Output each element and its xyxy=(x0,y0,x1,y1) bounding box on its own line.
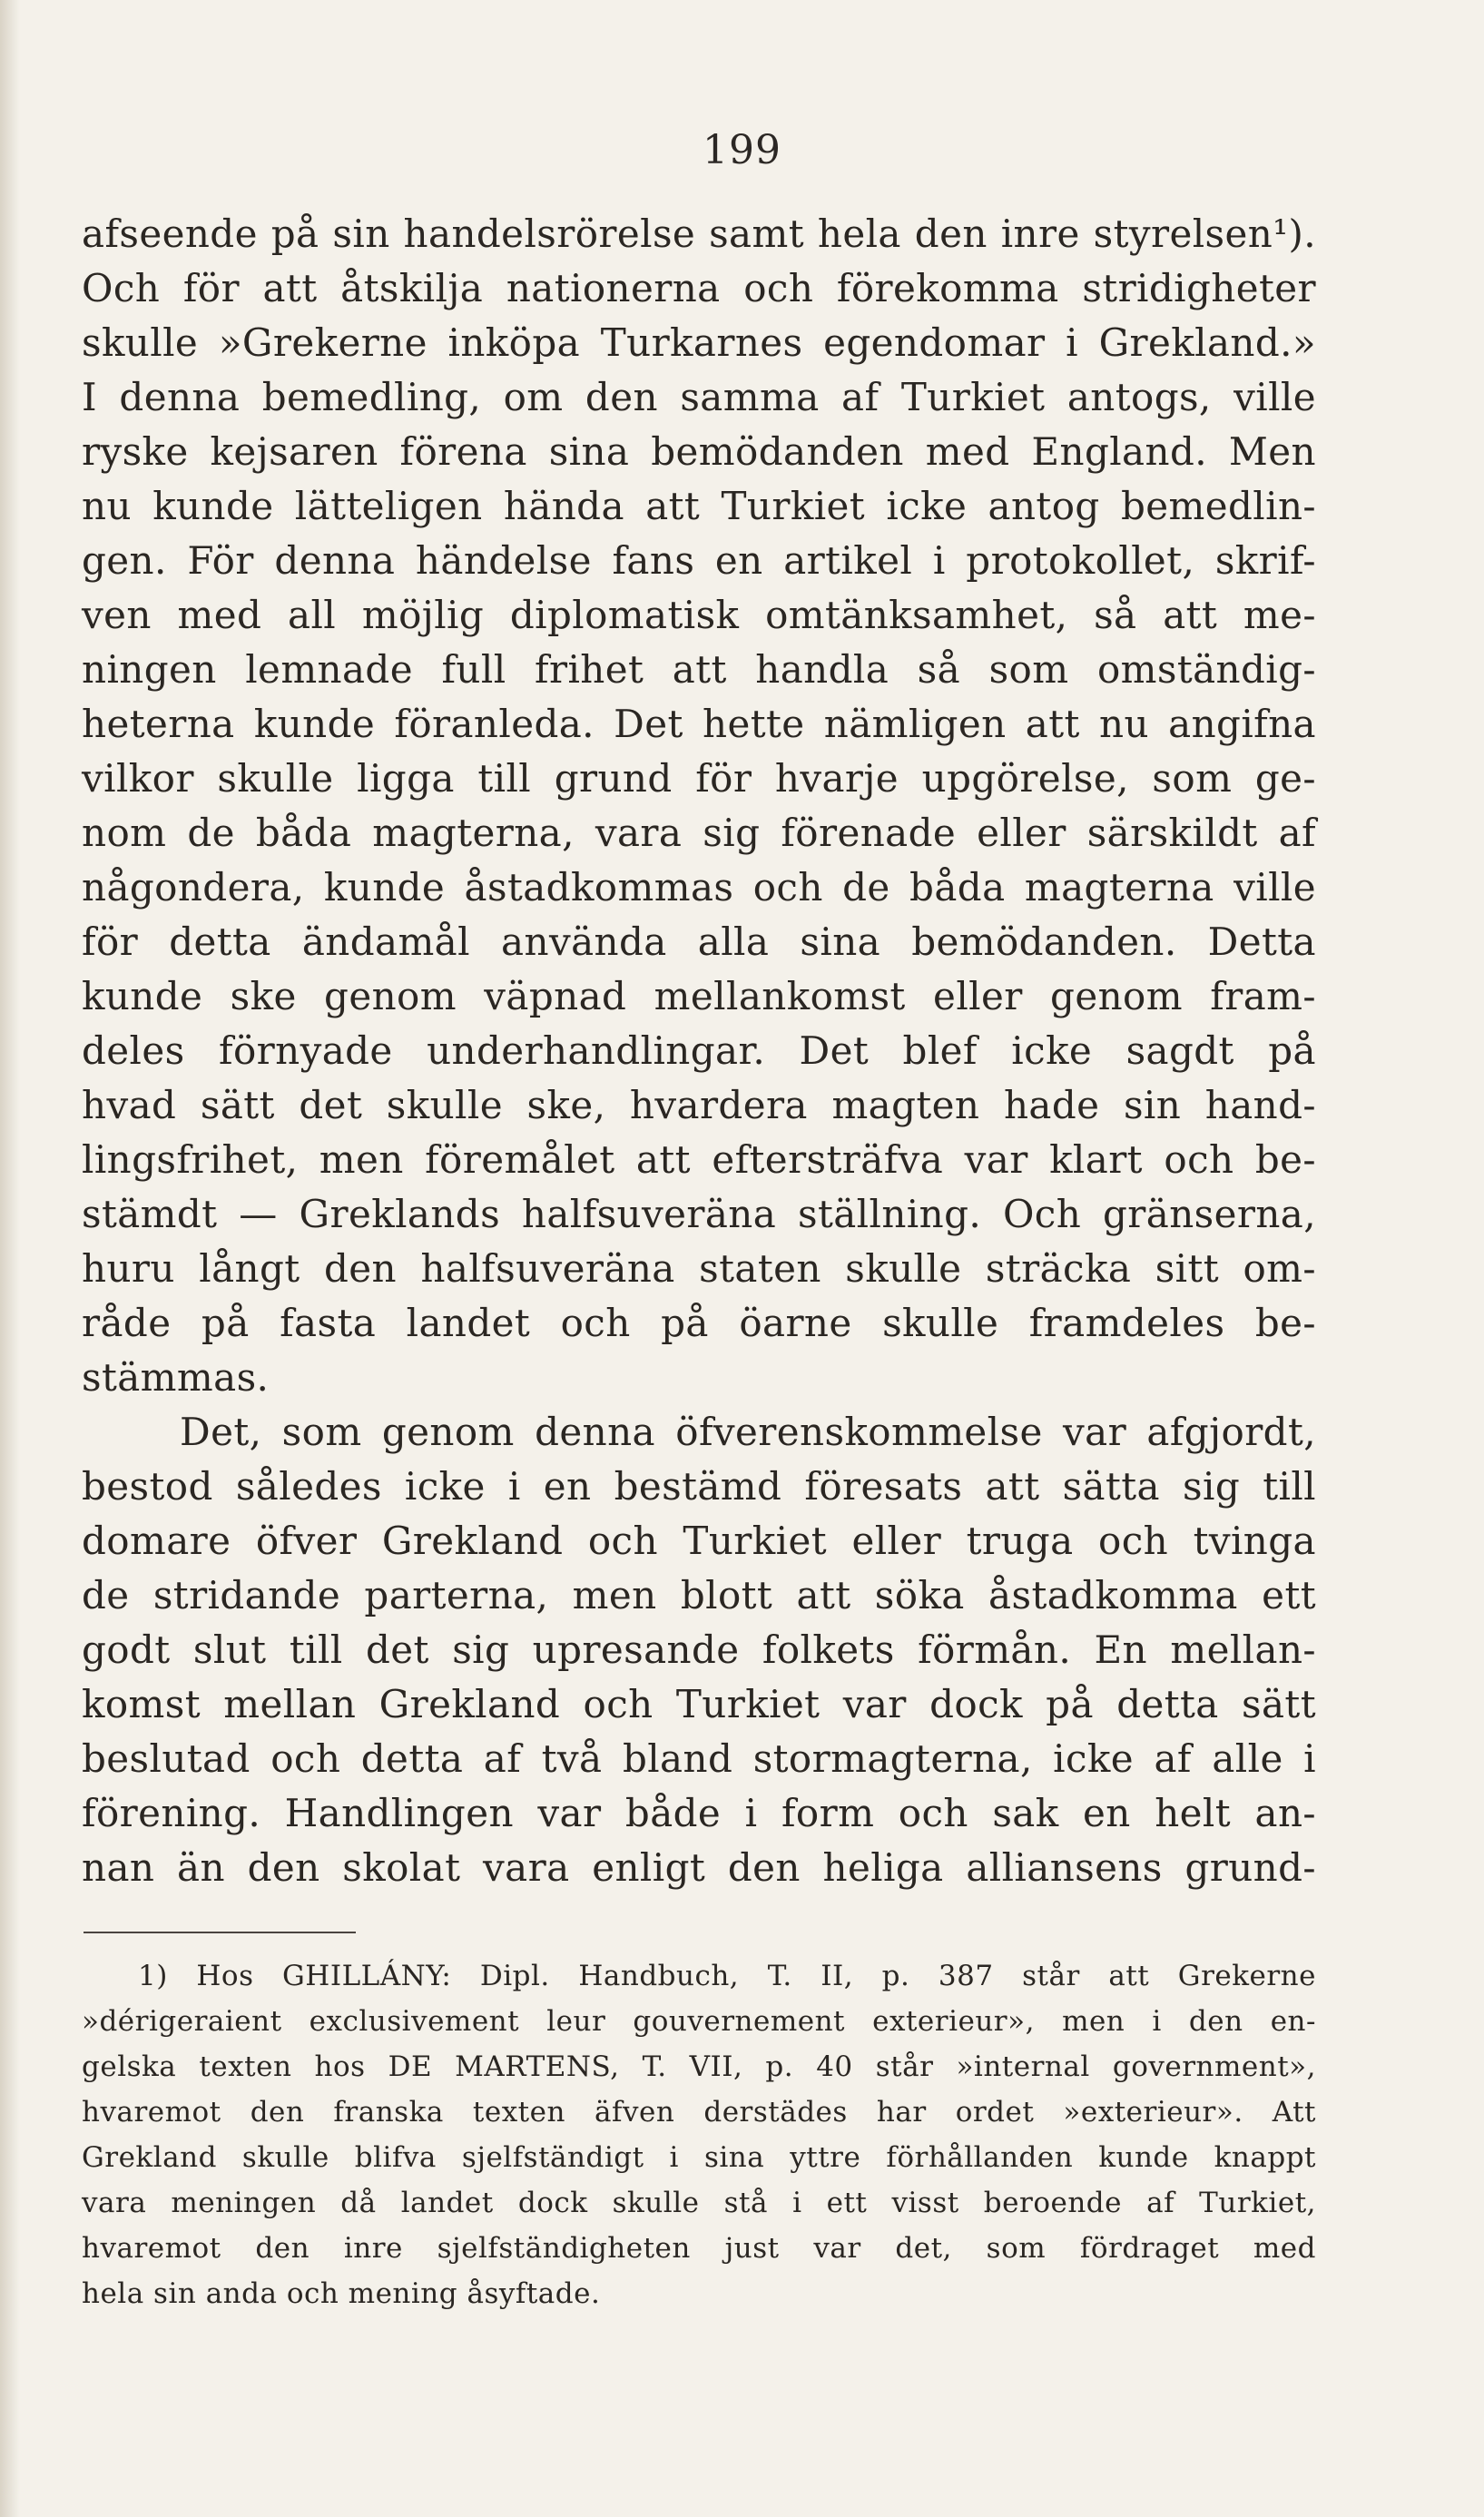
body-line: nan än den skolat vara enligt den heliga alliansens grund- xyxy=(82,1845,1316,1890)
body-line: lingsfrihet, men föremålet att eftersträfva var klart och be- xyxy=(82,1137,1316,1182)
body-line: ryske kejsaren förena sina bemödanden med England. Men xyxy=(82,429,1316,474)
body-line: ven med all möjlig diplomatisk omtänksamhet, så att me- xyxy=(82,593,1316,637)
body-line: heterna kunde föranleda. Det hette nämligen att nu angifna xyxy=(82,702,1316,746)
body-line: stämdt — Greklands halfsuveräna ställning. Och gränserna, xyxy=(82,1192,1316,1236)
body-line: hvad sätt det skulle ske, hvardera magten hade sin hand- xyxy=(82,1083,1316,1127)
footnote-line: hela sin anda och mening åsyftade. xyxy=(82,2277,601,2310)
body-line: råde på fasta landet och på öarne skulle framdeles be- xyxy=(82,1301,1316,1345)
body-line: nu kunde lätteligen hända att Turkiet icke antog bemedlin- xyxy=(82,484,1316,528)
body-text xyxy=(82,207,1316,1895)
body-line: stämmas. xyxy=(82,1355,270,1400)
body-line: vilkor skulle ligga till grund för hvarje upgörelse, som ge- xyxy=(82,756,1316,801)
footnote-line: hvaremot den franska texten äfven derstädes har ordet »exterieur». Att xyxy=(82,2096,1316,2129)
body-line: huru långt den halfsuveräna staten skulle sträcka sitt om- xyxy=(82,1246,1316,1291)
body-line: gen. För denna händelse fans en artikel i protokollet, skrif- xyxy=(82,538,1316,583)
body-line: skulle »Grekerne inköpa Turkarnes egendomar i Grekland.» xyxy=(82,320,1316,365)
body-line: domare öfver Grekland och Turkiet eller truga och tvinga xyxy=(82,1519,1316,1563)
footnote-line: Grekland skulle blifva sjelfständigt i sina yttre förhållanden kunde knappt xyxy=(82,2141,1316,2174)
footnote-rule xyxy=(84,1932,356,1933)
body-line: godt slut till det sig upresande folkets förmån. En mellan- xyxy=(82,1627,1316,1672)
body-line: för detta ändamål använda alla sina bemödanden. Detta xyxy=(82,919,1316,964)
body-line: afseende på sin handelsrörelse samt hela den inre styrelsen¹). xyxy=(82,211,1316,256)
footnote xyxy=(82,1953,1316,2316)
footnote-line: gelska texten hos DE MARTENS, T. VII, p. 40 står »internal government», xyxy=(82,2050,1316,2083)
body-line: komst mellan Grekland och Turkiet var dock på detta sätt xyxy=(82,1682,1316,1726)
body-line: kunde ske genom väpnad mellankomst eller genom fram- xyxy=(82,974,1316,1018)
body-line: ningen lemnade full frihet att handla så som omständig- xyxy=(82,647,1316,692)
body-line: Och för att åtskilja nationerna och förekomma stridigheter xyxy=(82,266,1316,310)
page-number: 199 xyxy=(703,127,781,173)
body-line: bestod således icke i en bestämd föresats att sätta sig till xyxy=(82,1464,1316,1509)
footnote-line: vara meningen då landet dock skulle stå i ett visst beroende af Turkiet, xyxy=(82,2187,1316,2219)
body-line: beslutad och detta af två bland stormagterna, icke af alle i xyxy=(82,1736,1316,1781)
paragraph-start-line: Det, som genom denna öfverenskommelse var afgjordt, xyxy=(180,1410,1316,1454)
body-line: nom de båda magterna, vara sig förenade eller särskildt af xyxy=(82,811,1316,855)
page-edge-shadow xyxy=(0,0,20,2517)
body-line: förening. Handlingen var både i form och sak en helt an- xyxy=(82,1791,1316,1835)
footnote-line: hvaremot den inre sjelfständigheten just var det, som fördraget med xyxy=(82,2232,1316,2265)
footnote-line: »dérigeraient exclusivement leur gouvernement exterieur», men i den en- xyxy=(82,2005,1316,2038)
body-line: någondera, kunde åstadkommas och de båda magterna ville xyxy=(82,865,1316,909)
body-line: de stridande parterna, men blott att söka åstadkomma ett xyxy=(82,1573,1316,1617)
body-line: I denna bemedling, om den samma af Turkiet antogs, ville xyxy=(82,375,1316,419)
body-line: deles förnyade underhandlingar. Det blef icke sagdt på xyxy=(82,1028,1316,1073)
footnote-line: 1) Hos GHILLÁNY: Dipl. Handbuch, T. II, p. 387 står att Grekerne xyxy=(138,1960,1316,1992)
